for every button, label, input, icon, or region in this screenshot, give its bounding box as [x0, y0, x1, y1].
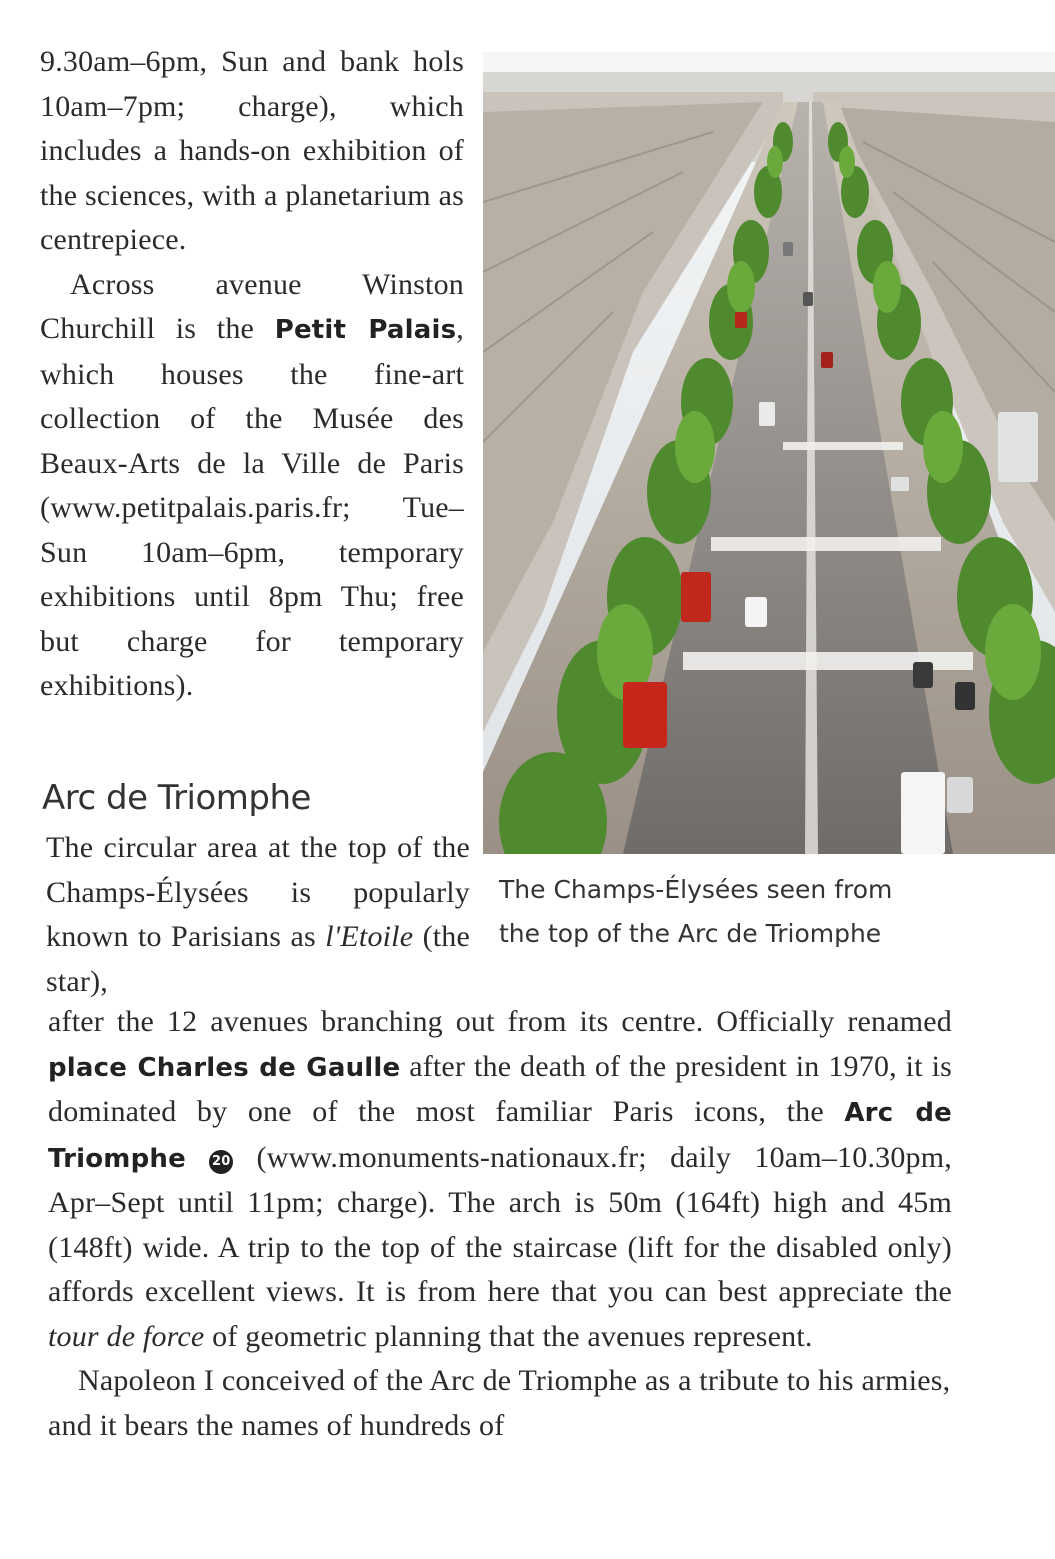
- left-column-top: [40, 40, 464, 709]
- tour-de-force-term: tour de force: [48, 1319, 205, 1353]
- petit-palais-paragraph: [40, 263, 464, 709]
- section-p1-b: (the star),: [46, 920, 471, 998]
- section-p1-f: of geometric planning that the avenues represent.: [204, 1319, 813, 1353]
- caption-line-2: the top of the Arc de Triomphe: [499, 919, 882, 948]
- section-p1-d: after the death of the president in 1970, it is dominated by one of the most familiar Paris icons, the: [48, 1049, 952, 1128]
- caption-line-1: The Champs-Élysées seen from: [499, 875, 893, 904]
- section-p1-narrow: [46, 826, 470, 1004]
- section-paragraph-start: [46, 826, 470, 1004]
- map-marker-number: 20: [209, 1150, 233, 1174]
- section-p1-c: after the 12 avenues branching out from its centre. Officially renamed: [48, 1005, 952, 1038]
- place-charles-de-gaulle: place Charles de Gaulle: [48, 1052, 401, 1083]
- section-p1-e: (www.monuments-nationaux.fr; daily 10am–10.30pm, Apr–Sept until 11pm; charge). The arch is 50m (164ft) high and 45m (148ft) wide. A trip to the top of the staircase (lift for the disabled only) affords excellent views. It is from here that you can best appreciate the: [48, 1140, 952, 1308]
- section-paragraph-full: [48, 1000, 952, 1448]
- photo-caption: [499, 868, 969, 956]
- avenue-illustration: [483, 52, 1055, 854]
- champs-elysees-photo: [483, 52, 1055, 854]
- petit-palais-pre: Across avenue Winston Churchill is the: [40, 267, 464, 345]
- section-p2: Napoleon I conceived of the Arc de Triomphe as a tribute to his armies, and it bears the names of hundreds of: [48, 1364, 951, 1442]
- section-p1-wide: [48, 1000, 952, 1359]
- petit-palais-name: Petit Palais: [274, 315, 457, 345]
- arc-de-triomphe-name: Arc de Triomphe: [48, 1098, 952, 1174]
- petit-palais-post: , which houses the fine-art collection of the Musée des Beaux-Arts de la Ville de Paris (www.petitpalais.paris.fr; Tue–Sun 10am–6pm, temporary exhibitions until 8pm Thu; free but charge for temporary exhibitions).: [40, 312, 464, 702]
- etoile-term: l'Etoile: [325, 920, 414, 953]
- intro-paragraph: 9.30am–6pm, Sun and bank hols 10am–7pm; charge), which includes a hands-on exhibition of the sciences, with a planetarium as centrepiece.: [40, 45, 464, 256]
- section-heading: Arc de Triomphe: [42, 778, 311, 818]
- section-p1-a: The circular area at the top of the Champs-Élysées is popularly known to Parisians as: [46, 831, 470, 953]
